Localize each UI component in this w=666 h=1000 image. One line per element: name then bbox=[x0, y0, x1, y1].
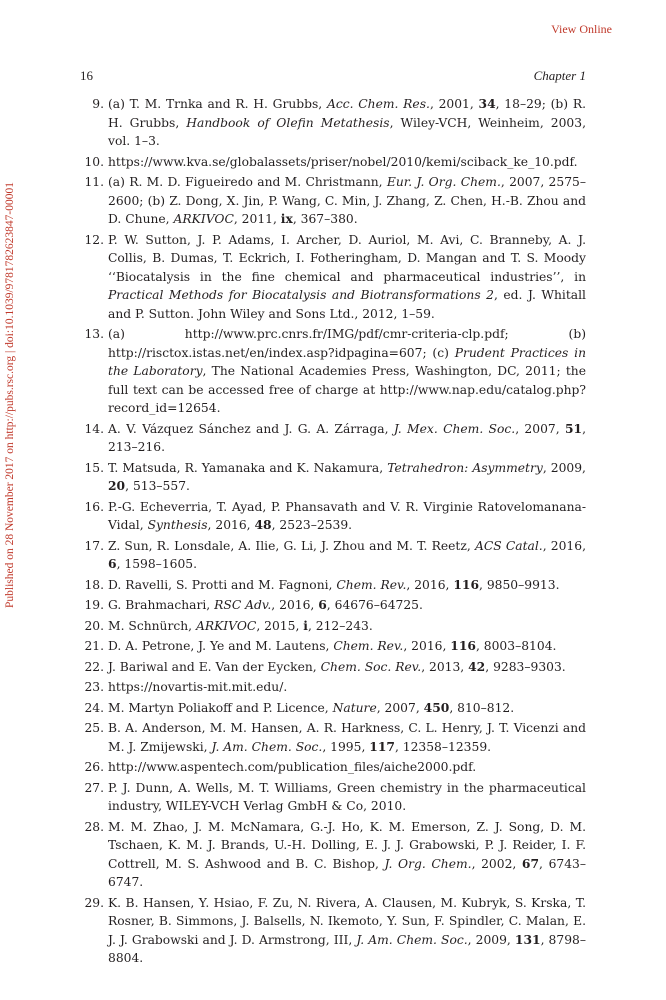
reference-segment: , 2007, bbox=[515, 421, 565, 436]
reference-item bbox=[80, 95, 586, 151]
reference-segment: , 2016, bbox=[207, 518, 255, 532]
reference-list bbox=[80, 95, 586, 970]
reference-segment: https://www.kva.se/globalassets/priser/nobel/2010/kemi/sciback_ke_10.pdf. bbox=[108, 154, 578, 169]
reference-number: 29. bbox=[84, 895, 104, 910]
reference-segment: , 2009, bbox=[467, 932, 515, 947]
reference-number: 24. bbox=[84, 700, 104, 715]
reference-segment: T. Matsuda, R. Yamanaka and K. Nakamura, bbox=[108, 460, 388, 475]
volume-number: 117 bbox=[369, 738, 395, 754]
reference-segment: http://www.aspentech.com/publication_files/aiche2000.pdf. bbox=[108, 760, 477, 774]
reference-segment: , 2007, bbox=[376, 700, 424, 715]
reference-segment: J. Bariwal and E. Van der Eycken, bbox=[108, 659, 321, 674]
reference-text bbox=[108, 699, 586, 718]
reference-segment: , 6743–6747. bbox=[108, 856, 587, 889]
reference-item bbox=[80, 637, 586, 656]
journal-title: J. Am. Chem. Soc. bbox=[211, 739, 323, 754]
chapter-title: Chapter 1 bbox=[533, 68, 586, 83]
reference-text bbox=[108, 173, 586, 229]
volume-number: 34 bbox=[478, 96, 496, 111]
journal-title: J. Org. Chem. bbox=[384, 856, 472, 871]
reference-number: 10. bbox=[84, 154, 104, 169]
volume-number: 6 bbox=[318, 597, 327, 612]
reference-item bbox=[80, 617, 586, 636]
reference-number: 11. bbox=[84, 175, 104, 189]
reference-number: 22. bbox=[84, 659, 104, 674]
volume-number: 116 bbox=[453, 576, 480, 592]
journal-title: Handbook of Olefin Metathesis bbox=[186, 115, 390, 130]
journal-title: Synthesis bbox=[147, 518, 208, 532]
reference-text bbox=[108, 537, 586, 574]
reference-text bbox=[108, 658, 586, 677]
reference-segment: , 1598–1605. bbox=[116, 557, 198, 571]
reference-segment: , 367–380. bbox=[292, 212, 358, 226]
reference-text bbox=[108, 818, 586, 892]
reference-item bbox=[80, 576, 586, 595]
reference-text bbox=[108, 894, 586, 968]
reference-segment: , 2011, bbox=[233, 212, 281, 226]
reference-segment: B. A. Anderson, M. M. Hansen, A. R. Harkness, C. L. Henry, J. T. Vicenzi and M. J. Zmijewski, bbox=[108, 721, 586, 754]
reference-segment: , 9283–9303. bbox=[485, 659, 566, 674]
reference-text bbox=[108, 758, 586, 777]
reference-number: 13. bbox=[84, 327, 104, 341]
reference-item bbox=[80, 325, 586, 418]
reference-segment: , 2016, bbox=[403, 639, 451, 653]
reference-text bbox=[108, 637, 586, 656]
volume-number: 42 bbox=[468, 658, 486, 674]
reference-item bbox=[80, 678, 586, 697]
published-side-note bbox=[4, 168, 16, 608]
reference-segment: , 9850–9913. bbox=[479, 577, 560, 592]
reference-item bbox=[80, 779, 586, 816]
reference-item bbox=[80, 719, 586, 756]
reference-number: 16. bbox=[84, 499, 104, 514]
reference-segment: , 18–29; (b) R. H. Grubbs, bbox=[108, 97, 587, 130]
reference-item bbox=[80, 894, 586, 968]
reference-number: 19. bbox=[84, 598, 104, 612]
reference-segment: , 213–216. bbox=[108, 421, 586, 454]
reference-segment: Z. Sun, R. Lonsdale, A. Ilie, G. Li, J. Zhou and M. T. Reetz, bbox=[108, 538, 475, 553]
reference-number: 14. bbox=[84, 421, 104, 436]
reference-text bbox=[108, 498, 586, 535]
volume-number: ix bbox=[280, 211, 293, 226]
reference-segment: , 2016, bbox=[542, 538, 586, 553]
journal-title: ARKIVOC bbox=[195, 618, 257, 633]
reference-number: 26. bbox=[84, 760, 104, 774]
journal-title: Eur. J. Org. Chem. bbox=[386, 175, 501, 189]
reference-text bbox=[108, 596, 586, 615]
reference-text bbox=[108, 779, 586, 816]
journal-title: J. Mex. Chem. Soc. bbox=[393, 421, 516, 436]
reference-segment: , 8003–8104. bbox=[475, 639, 557, 653]
reference-segment: , Wiley-VCH, Weinheim, 2003, vol. 1–3. bbox=[108, 115, 586, 148]
reference-segment: A. V. Vázquez Sánchez and J. G. A. Zárraga, bbox=[108, 421, 394, 436]
reference-number: 17. bbox=[84, 538, 104, 553]
reference-segment: , 8798–8804. bbox=[108, 932, 586, 965]
view-online-link[interactable]: View Online bbox=[551, 22, 612, 36]
reference-text bbox=[108, 617, 586, 636]
reference-segment: M. M. Zhao, J. M. McNamara, G.-J. Ho, K. M. Emerson, Z. J. Song, D. M. Tschaen, K. M. J. Brands, U.-H. Dolling, E. J. J. Grabowski, P. J. Reider, I. F. Cottrell, M. S. Ashwood and B. C. Bishop, bbox=[108, 819, 586, 871]
journal-title: J. Am. Chem. Soc. bbox=[356, 932, 468, 947]
reference-segment: , 64676–64725. bbox=[326, 598, 423, 612]
reference-segment: P.-G. Echeverria, T. Ayad, P. Phansavath and V. R. Virginie Ratovelomanana-Vidal, bbox=[108, 499, 586, 532]
reference-item bbox=[80, 153, 586, 172]
reference-item bbox=[80, 420, 586, 457]
published-link[interactable]: Published on 28 November 2017 on http://pubs.rsc.org | doi:10.1039/9781782623847-00001 bbox=[4, 182, 16, 608]
journal-title: Tetrahedron: Asymmetry bbox=[387, 460, 543, 475]
reference-segment: (a) http://www.prc.cnrs.fr/IMG/pdf/cmr-criteria-clp.pdf; (b) http://risctox.istas.net/en/index.asp?idpagina=607; (c) bbox=[108, 327, 586, 360]
reference-item bbox=[80, 173, 586, 229]
reference-segment: , 513–557. bbox=[125, 479, 190, 493]
reference-item bbox=[80, 658, 586, 677]
reference-number: 21. bbox=[84, 639, 104, 653]
reference-number: 9. bbox=[92, 97, 104, 111]
reference-item bbox=[80, 596, 586, 615]
volume-number: 131 bbox=[514, 931, 541, 947]
reference-segment: , 2002, bbox=[471, 856, 522, 871]
reference-segment: , 2523–2539. bbox=[271, 518, 353, 532]
reference-segment: G. Brahmachari, bbox=[108, 598, 215, 612]
reference-segment: P. W. Sutton, J. P. Adams, I. Archer, D. Auriol, M. Avi, C. Branneby, A. J. Collis, B. Dumas, T. Eckrich, I. Fotheringham, D. Mangan and T. S. Moody ‘‘Biocatalysis in the fine chemical and pharmaceutical industries’’, in bbox=[108, 232, 586, 284]
reference-text bbox=[108, 719, 586, 756]
reference-segment: , 2016, bbox=[271, 598, 319, 612]
journal-title: RSC Adv. bbox=[214, 598, 272, 612]
reference-segment: D. A. Petrone, J. Ye and M. Lautens, bbox=[108, 639, 334, 653]
reference-text bbox=[108, 576, 586, 595]
volume-number: 20 bbox=[108, 478, 126, 493]
reference-segment: M. Schnürch, bbox=[108, 618, 196, 633]
reference-segment: , 2013, bbox=[421, 659, 469, 674]
reference-segment: , 2009, bbox=[542, 460, 586, 475]
journal-title: Chem. Soc. Rev. bbox=[320, 659, 422, 674]
reference-text bbox=[108, 231, 586, 324]
reference-segment: , 12358–12359. bbox=[394, 739, 492, 754]
reference-segment: , 1995, bbox=[322, 739, 370, 754]
volume-number: 116 bbox=[450, 638, 476, 653]
reference-segment: M. Martyn Poliakoff and P. Licence, bbox=[108, 700, 333, 715]
reference-text bbox=[108, 420, 586, 457]
journal-title: ACS Catal. bbox=[474, 538, 543, 553]
reference-text bbox=[108, 459, 586, 496]
reference-number: 28. bbox=[84, 819, 104, 834]
reference-item bbox=[80, 758, 586, 777]
volume-number: 48 bbox=[254, 517, 272, 532]
reference-number: 25. bbox=[84, 721, 104, 735]
page-number: 16 bbox=[80, 68, 93, 83]
volume-number: i bbox=[303, 617, 308, 633]
reference-number: 23. bbox=[84, 680, 104, 694]
reference-number: 15. bbox=[84, 460, 104, 475]
reference-number: 20. bbox=[84, 618, 104, 633]
reference-item bbox=[80, 498, 586, 535]
reference-segment: (a) T. M. Trnka and R. H. Grubbs, bbox=[108, 97, 327, 111]
reference-segment: , The National Academies Press, Washington, DC, 2011; the full text can be accessed free of charge at http://www.nap.edu/catalog.php?record_id=12654. bbox=[108, 364, 586, 415]
volume-number: 450 bbox=[423, 699, 450, 715]
journal-title: Prudent Practices in the Laboratory bbox=[108, 345, 586, 378]
journal-title: Acc. Chem. Res. bbox=[326, 97, 430, 111]
volume-number: 51 bbox=[564, 420, 583, 436]
reference-item bbox=[80, 231, 586, 324]
reference-number: 18. bbox=[84, 577, 104, 592]
reference-number: 12. bbox=[84, 232, 104, 247]
reference-segment: (a) R. M. D. Figueiredo and M. Christmann, bbox=[108, 175, 387, 189]
volume-number: 67 bbox=[521, 855, 540, 871]
reference-segment: , 2015, bbox=[256, 618, 304, 633]
reference-segment: , 212–243. bbox=[307, 618, 373, 633]
reference-segment: K. B. Hansen, Y. Hsiao, F. Zu, N. Rivera, A. Clausen, M. Kubryk, S. Krska, T. Rosner, B. Simmons, J. Balsells, N. Ikemoto, Y. Sun, F. Spindler, C. Malan, E. J. J. Grabowski and J. D. Armstrong, III, bbox=[108, 895, 586, 947]
journal-title: Chem. Rev. bbox=[333, 639, 404, 653]
reference-text bbox=[108, 325, 586, 418]
reference-segment: , 2016, bbox=[406, 577, 454, 592]
journal-title: ARKIVOC bbox=[173, 212, 234, 226]
reference-item bbox=[80, 699, 586, 718]
reference-segment: , ed. J. Whitall and P. Sutton. John Wiley and Sons Ltd., 2012, 1–59. bbox=[108, 288, 586, 321]
reference-number: 27. bbox=[84, 780, 104, 795]
reference-text bbox=[108, 678, 586, 697]
reference-segment: https://novartis-mit.mit.edu/. bbox=[108, 680, 288, 694]
journal-title: Chem. Rev. bbox=[336, 577, 407, 592]
reference-item bbox=[80, 459, 586, 496]
volume-number: 6 bbox=[108, 556, 117, 571]
reference-item bbox=[80, 537, 586, 574]
journal-title: Practical Methods for Biocatalysis and Biotransformations 2 bbox=[108, 288, 494, 302]
reference-text bbox=[108, 153, 586, 172]
journal-title: Nature bbox=[332, 700, 377, 715]
reference-segment: P. J. Dunn, A. Wells, M. T. Williams, Green chemistry in the pharmaceutical industry, WILEY-VCH Verlag GmbH & Co, 2010. bbox=[108, 780, 586, 813]
reference-segment: , 2007, 2575–2600; (b) Z. Dong, X. Jin, P. Wang, C. Min, J. Zhang, Z. Chen, H.-B. Zhou and D. Chune, bbox=[108, 175, 587, 226]
reference-segment: , 2001, bbox=[429, 97, 479, 111]
reference-text bbox=[108, 95, 586, 151]
reference-segment: D. Ravelli, S. Protti and M. Fagnoni, bbox=[108, 577, 337, 592]
reference-segment: , 810–812. bbox=[449, 700, 515, 715]
reference-item bbox=[80, 818, 586, 892]
